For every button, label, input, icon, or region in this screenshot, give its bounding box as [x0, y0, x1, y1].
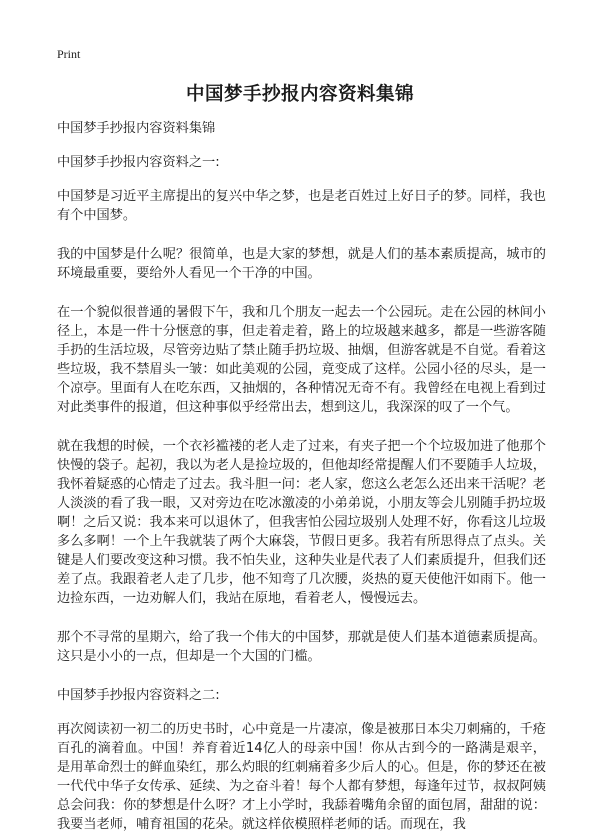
paragraph: 中国梦是习近平主席提出的复兴中华之梦，也是老百姓过上好日子的梦。同样，我也有个中国梦。 [57, 189, 546, 223]
paragraph: 那个不寻常的星期六，给了我一个伟大的中国梦，那就是使人们基本道德素质提高。这只是小小的一点，但却是一个大国的门槛。 [57, 630, 546, 664]
section-heading-1: 中国梦手抄报内容资料之一: [57, 155, 220, 170]
paragraph-subtitle: 中国梦手抄报内容资料集锦 [57, 121, 216, 136]
section-heading-2: 中国梦手抄报内容资料之二: [57, 688, 220, 703]
paragraph: 就在我想的时候，一个衣衫褴褛的老人走了过来，有夹子把一个个垃圾加进了他那个快慢的袋子。起初，我以为老人是捡垃圾的，但他却经常提醒人们不要随手人垃圾，我怀着疑惑的心情走了过去。我斗胆一问：老人家，您这么老怎么还出来干活呢？老人淡淡的看了我一眼，又对旁边在吃冰激凌的小弟弟说，小朋友等会儿别随手扔垃圾啊！之后又说：我本来可以退休了，但我害怕公园垃圾别人处理不好，你看这儿垃圾多么多啊！一个上午我就装了两个大麻袋，节假日更多。我若有所思得点了点头。关键是人们要改变这种习惯。我不怕失业，这种失业是代表了人们素质提升，但我们还差了点。我跟着老人走了几步，他不知弯了几次腰，炎热的夏天使他汗如雨下。他一边捡东西，一边劝解人们，我站在原地，看着老人，慢慢远去。 [57, 439, 546, 606]
paragraph: 在一个貌似很普通的暑假下午，我和几个朋友一起去一个公园玩。走在公园的林间小径上，本是一件十分惬意的事，但走着走着，路上的垃圾越来越多，都是一些游客随手扔的生活垃圾，尽管旁边贴了禁止随手扔垃圾、抽烟，但游客就是不自觉。看着这些垃圾，我不禁眉头一皱：如此美观的公园，竟变成了这样。公园小径的尽头，是一个凉亭。里面有人在吃东西，又抽烟的，各种情况无奇不有。我曾经在电视上看到过对此类事件的报道，但这种事似乎经常出去，想到这儿，我深深的叹了一个气。 [57, 305, 546, 415]
paragraph: 再次阅读初一初二的历史书时，心中竟是一片凄凉，像是被那日本尖刀刺痛的，千疮百孔的滴着血。中国！养育着近14亿人的母亲中国！你从古到今的一路满是艰辛，是用革命烈士的鲜血染红，那么灼眼的红刺痛着多少后人的心。但是，你的梦还在被一代代中华子女传承、延续、为之奋斗着！每个人都有梦想，每逢年过节，叔叔阿姨总会问我：你的梦想是什么呀？才上小学时，我舔着嘴角余留的面包屑，甜甜的说：我要当老师，哺育祖国的花朵。就这样依模照样老师的话。而现在，我 [57, 722, 546, 832]
paragraph: 我的中国梦是什么呢？很简单，也是大家的梦想，就是人们的基本素质提高，城市的环境最重要，要给外人看见一个干净的中国。 [57, 247, 546, 281]
document-title: 中国梦手抄报内容资料集锦 [185, 84, 414, 105]
document-body [57, 119, 546, 834]
print-link[interactable]: Print [57, 47, 81, 61]
